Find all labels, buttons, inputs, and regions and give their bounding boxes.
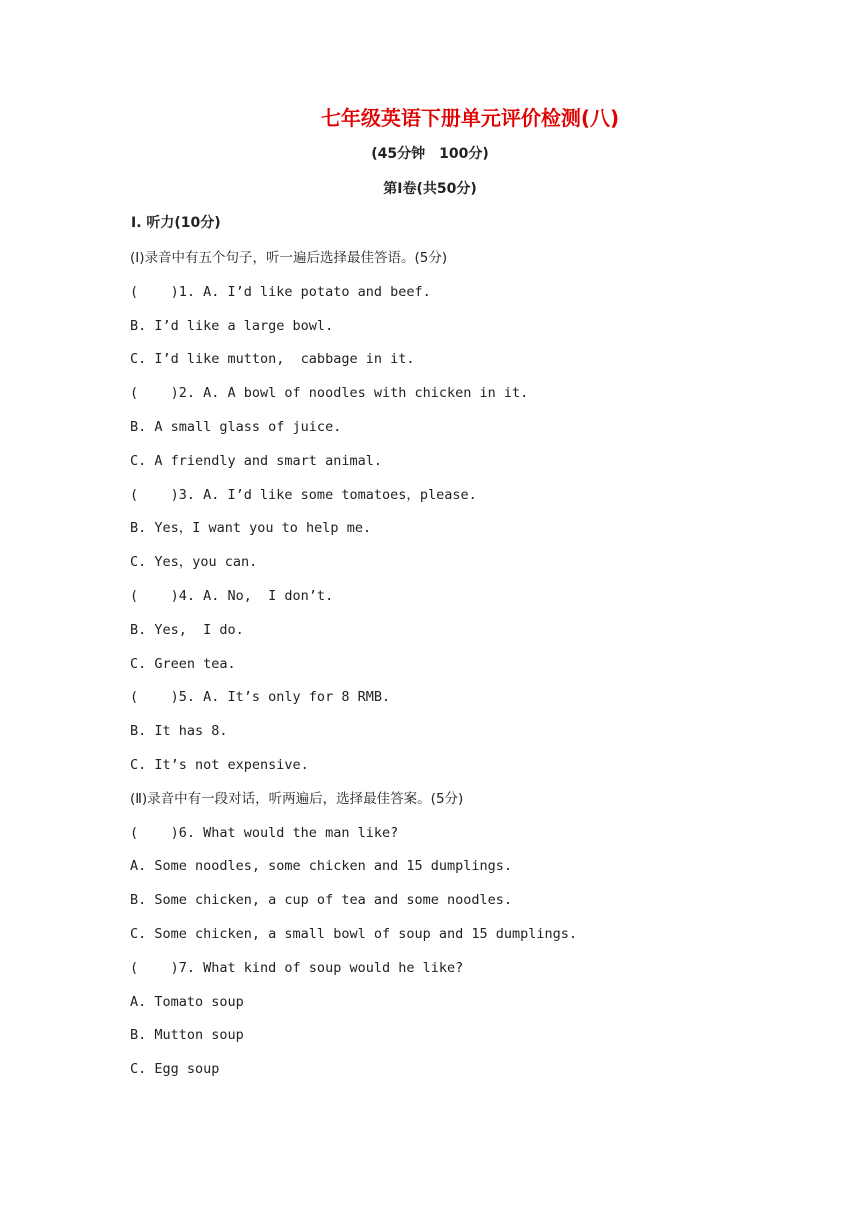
question-line: (Ⅱ)录音中有一段对话，听两遍后，选择最佳答案。(5分) <box>130 790 464 807</box>
question-line: ( )1. A. I’d like potato and beef. <box>130 283 431 300</box>
question-line: C. It’s not expensive. <box>130 756 309 773</box>
question-line: ( )2. A. A bowl of noodles with chicken in it. <box>130 385 529 402</box>
question-line: C. A friendly and smart animal. <box>130 452 382 469</box>
question-line: B. It has 8. <box>130 723 228 740</box>
question-line: ( )4. A. No, I don’t. <box>130 587 334 604</box>
volume-heading: 第Ⅰ卷(共50分) <box>383 181 477 197</box>
exam-time-score: (45分钟 100分) <box>371 146 489 162</box>
question-line: A. Tomato soup <box>130 993 244 1010</box>
document-title: 七年级英语下册单元评价检测(八) <box>320 106 620 130</box>
question-line: C. I’d like mutton, cabbage in it. <box>130 351 415 368</box>
question-line: ( )7. What kind of soup would he like? <box>130 959 464 976</box>
question-line: A. Some noodles, some chicken and 15 dumplings. <box>130 858 513 875</box>
question-line: ( )3. A. I’d like some tomatoes，please. <box>130 486 477 503</box>
section-heading-listening: Ⅰ. 听力(10分) <box>131 215 221 231</box>
question-line: C. Some chicken, a small bowl of soup and 15 dumplings. <box>130 925 578 942</box>
question-line: C. Egg soup <box>130 1061 220 1078</box>
question-line: B. Yes，I want you to help me. <box>130 520 372 537</box>
question-line: ( )6. What would the man like? <box>130 824 399 841</box>
question-line: B. I’d like a large bowl. <box>130 317 334 334</box>
question-line: (Ⅰ)录音中有五个句子，听一遍后选择最佳答语。(5分) <box>130 250 448 266</box>
question-line: ( )5. A. It’s only for 8 RMB. <box>130 689 391 706</box>
question-line: C. Yes，you can. <box>130 554 258 571</box>
question-line: B. Mutton soup <box>130 1027 244 1044</box>
question-line: B. Some chicken, a cup of tea and some noodles. <box>130 892 513 909</box>
question-line: C. Green tea. <box>130 655 236 672</box>
question-line: B. Yes, I do. <box>130 621 244 638</box>
question-line: B. A small glass of juice. <box>130 418 342 435</box>
question-list <box>130 248 577 1093</box>
